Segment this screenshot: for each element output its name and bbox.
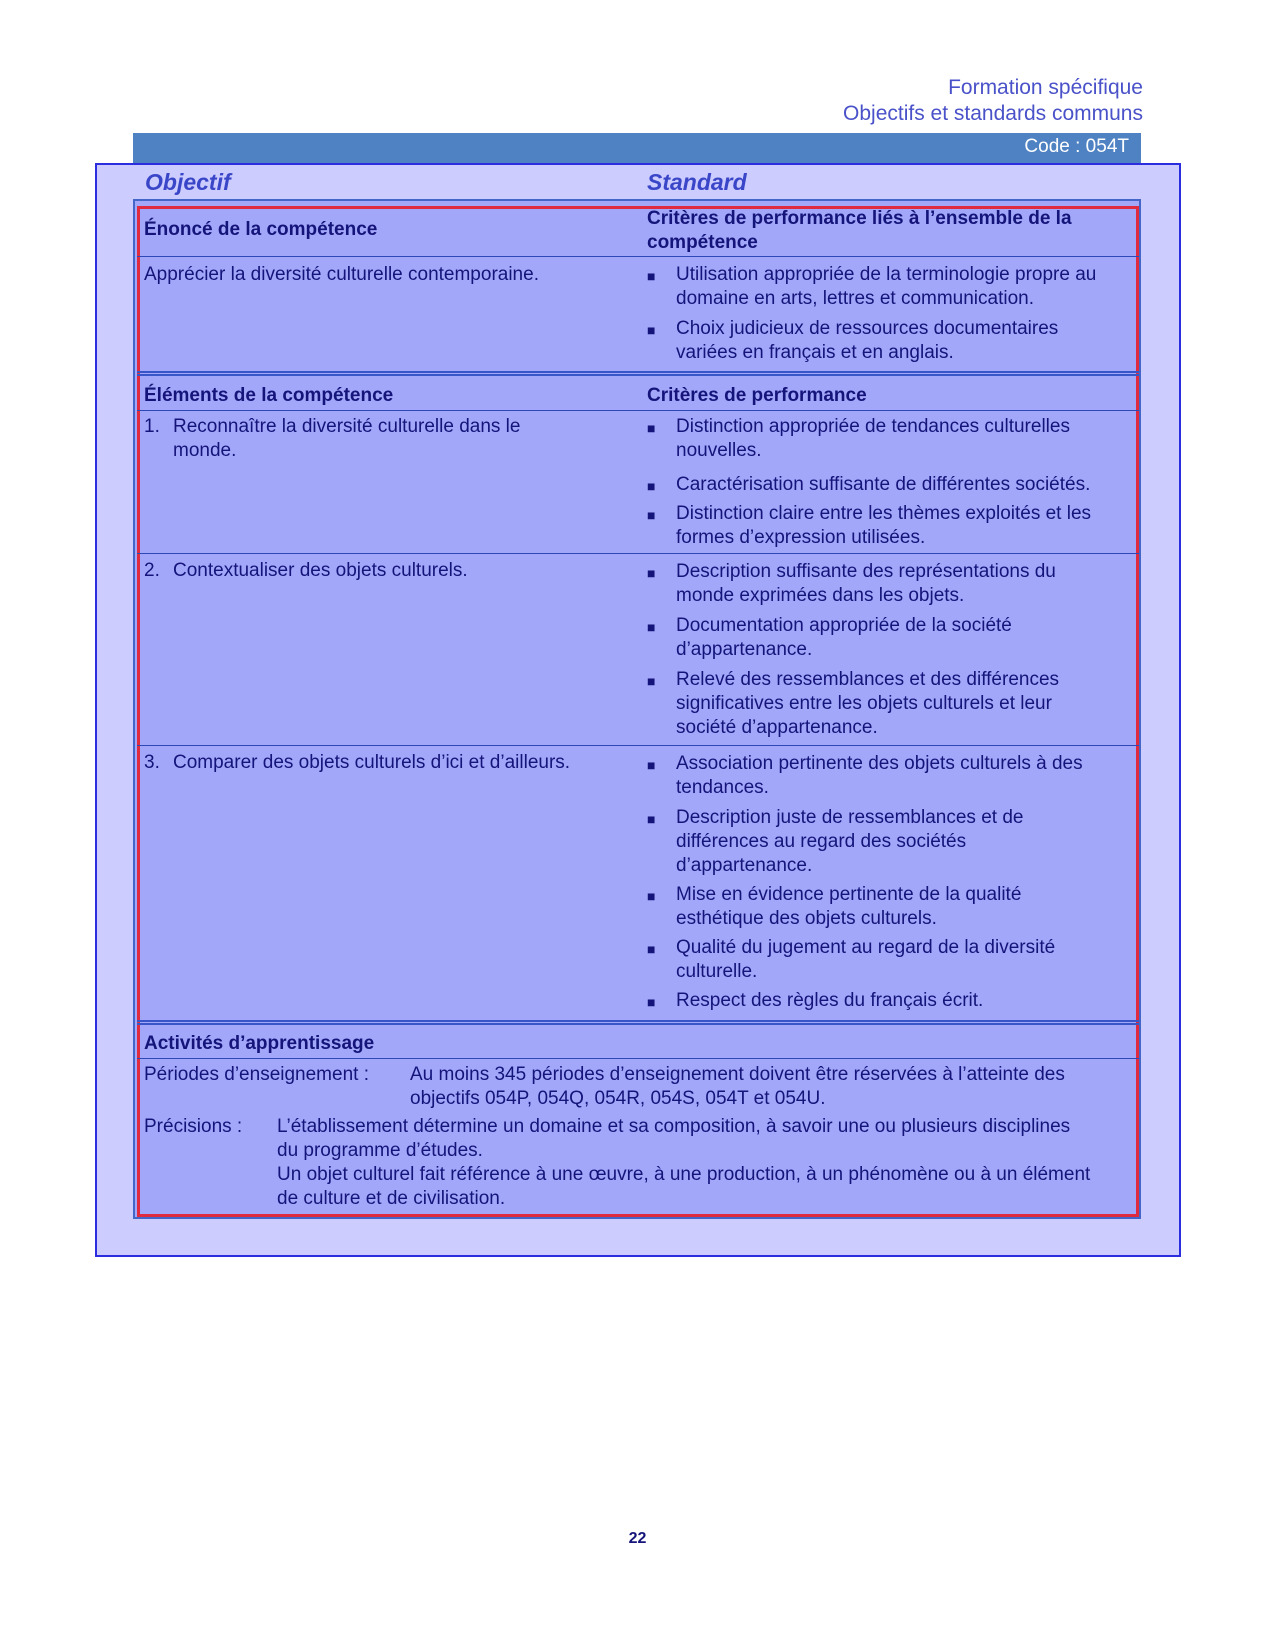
bullet: ■ <box>647 994 656 1010</box>
bullet: ■ <box>647 619 656 635</box>
code-bar <box>133 133 1141 163</box>
statement-heading: Énoncé de la compétence <box>144 219 378 240</box>
bullet: ■ <box>647 507 656 523</box>
criterion-item: Mise en évidence pertinente de la qualité esthétique des objets culturels. <box>676 884 1022 929</box>
divider <box>137 256 1139 257</box>
bullet: ■ <box>647 268 656 284</box>
divider <box>137 1058 1139 1059</box>
bullet: ■ <box>647 941 656 957</box>
elements-heading: Éléments de la compétence <box>144 385 394 406</box>
element-number: 1. <box>144 416 160 437</box>
criterion-item: Association pertinente des objets culturels à des tendances. <box>676 753 1083 798</box>
section-divider <box>137 1020 1139 1028</box>
divider <box>137 553 1139 554</box>
bullet: ■ <box>647 420 656 436</box>
precisions-text: Un objet culturel fait référence à une œuvre, à une production, à un phénomène ou à un élément de culture et de civilisation. <box>277 1164 1091 1209</box>
criterion-item: Caractérisation suffisante de différentes sociétés. <box>676 474 1091 495</box>
competence-statement: Apprécier la diversité culturelle contemporaine. <box>144 264 539 285</box>
precisions-label: Précisions : <box>144 1116 243 1137</box>
objective-code: Code : 054T <box>1024 136 1129 157</box>
element-text: Contextualiser des objets culturels. <box>173 560 468 581</box>
criterion-item: Distinction claire entre les thèmes exploités et les formes d’expression utilisées. <box>676 503 1092 548</box>
bullet: ■ <box>647 757 656 773</box>
element-number: 3. <box>144 752 160 773</box>
standard-column-heading: Standard <box>647 169 747 195</box>
periods-label: Périodes d’enseignement : <box>144 1064 369 1085</box>
criterion-item: Distinction appropriée de tendances culturelles nouvelles. <box>676 416 1070 461</box>
divider <box>137 745 1139 746</box>
bullet: ■ <box>647 888 656 904</box>
header-program-type: Formation spécifique <box>948 76 1143 99</box>
criterion-item: Documentation appropriée de la société d’appartenance. <box>676 615 1012 660</box>
criterion-item: Description juste de ressemblances et de différences au regard des sociétés d’appartenance. <box>676 807 1024 876</box>
criterion-item: Utilisation appropriée de la terminologie propre au domaine en arts, lettres et communication. <box>676 264 1097 309</box>
criterion-item: Qualité du jugement au regard de la diversité culturelle. <box>676 937 1056 982</box>
objective-column-heading: Objectif <box>145 169 231 195</box>
page-number: 22 <box>628 1530 647 1547</box>
criterion-item: Description suffisante des représentations du monde exprimées dans les objets. <box>676 561 1056 606</box>
criterion-item: Choix judicieux de ressources documentaires variées en français et en anglais. <box>676 318 1059 363</box>
section-divider <box>137 371 1139 379</box>
header-section-title: Objectifs et standards communs <box>843 102 1143 125</box>
bullet: ■ <box>647 565 656 581</box>
bullet: ■ <box>647 322 656 338</box>
criterion-item: Respect des règles du français écrit. <box>676 990 984 1011</box>
bullet: ■ <box>647 811 656 827</box>
element-text: Reconnaître la diversité culturelle dans le monde. <box>173 416 521 461</box>
bullet: ■ <box>647 478 656 494</box>
periods-text: Au moins 345 périodes d’enseignement doivent être réservées à l’atteinte des objectifs 054P, 054Q, 054R, 054S, 054T et 054U. <box>410 1064 1065 1109</box>
criterion-item: Relevé des ressemblances et des différences significatives entre les objets culturels et leur société d’appartenance. <box>676 669 1060 738</box>
criteria-heading: Critères de performance <box>647 385 867 406</box>
element-number: 2. <box>144 560 160 581</box>
overall-criteria-heading: Critères de performance liés à l’ensemble de la compétence <box>647 208 1072 253</box>
divider <box>137 410 1139 411</box>
bullet: ■ <box>647 673 656 689</box>
activities-heading: Activités d’apprentissage <box>144 1033 375 1054</box>
element-text: Comparer des objets culturels d’ici et d’ailleurs. <box>173 752 571 773</box>
precisions-text: L’établissement détermine un domaine et sa composition, à savoir une ou plusieurs disciplines du programme d’études. <box>277 1116 1071 1161</box>
